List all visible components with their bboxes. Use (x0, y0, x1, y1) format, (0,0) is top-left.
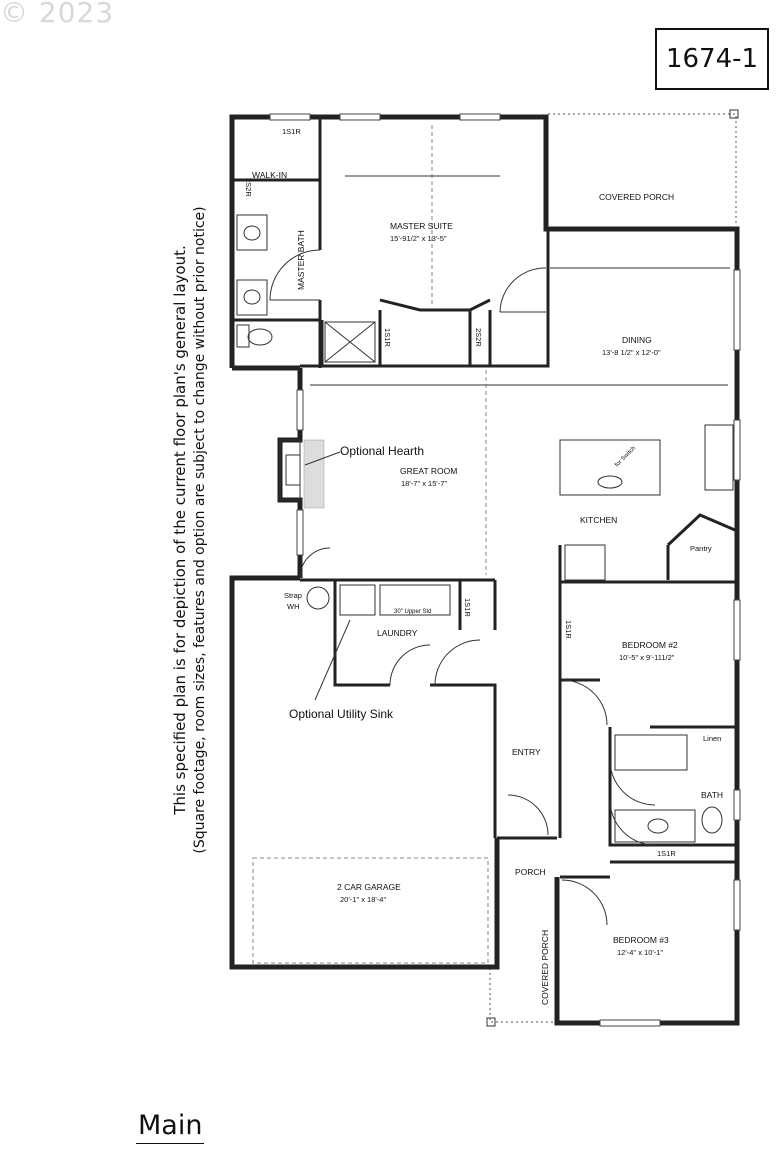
great-room-size: 18'-7" x 15'-7" (401, 479, 448, 488)
bedroom2-label: BEDROOM #2 (622, 640, 678, 650)
pantry-label: Pantry (690, 544, 712, 553)
master-suite-label: MASTER SUITE (390, 221, 453, 231)
fixtures (237, 215, 733, 842)
level-name: Main (136, 1111, 204, 1144)
strap-label: Strap (284, 591, 302, 600)
walkin-side-tag: 2S2R (244, 178, 253, 197)
bed2-closet-tag: 1S1R (564, 620, 573, 639)
entry-label: ENTRY (512, 747, 541, 757)
exterior-walls (232, 117, 737, 1023)
dimension-lines (253, 125, 730, 963)
covered-porch-front-label: COVERED PORCH (540, 929, 550, 1005)
dining-size: 13'-8 1/2" x 12'-0" (602, 348, 661, 357)
garage-size: 20'-1" x 18'-4" (340, 895, 387, 904)
wh-label: WH (287, 602, 300, 611)
upper-cabinet-note: 30" Upper Std (394, 609, 432, 615)
master-suite-size: 15'-91/2" x 13'-5" (390, 234, 447, 243)
garage-label: 2 CAR GARAGE (337, 882, 401, 892)
kitchen-label: KITCHEN (580, 515, 618, 525)
covered-porch-rear-outline (548, 110, 738, 226)
porch-label: PORCH (515, 867, 546, 877)
room-labels (244, 127, 723, 1005)
copyright-watermark: © 2023 (0, 0, 115, 29)
walkin-closet-tag: 1S1R (282, 127, 301, 136)
disclaimer-line2: (Square footage, room sizes, features and option are subject to change without prior notice) (192, 206, 208, 854)
hearth-callout: Optional Hearth (340, 444, 425, 458)
door-swings (270, 250, 655, 925)
covered-porch-rear-label: COVERED PORCH (599, 192, 675, 202)
master-bath-label: MASTER BATH (296, 230, 306, 290)
bedroom2-size: 10'-5" x 9'-111/2" (619, 653, 675, 662)
utility-sink-callout: Optional Utility Sink (289, 707, 394, 721)
laundry-closet-tag: 1S1R (463, 598, 472, 617)
disclaimer-line1: This specified plan is for depiction of the current floor plan's general layout. (171, 245, 189, 815)
switch-note: for Switch (614, 445, 638, 469)
bedroom3-size: 12'-4" x 10'-1" (617, 948, 664, 957)
master-closet-a-tag: 1S1R (383, 328, 392, 347)
great-room-label: GREAT ROOM (400, 466, 458, 476)
walkin-label: WALK-IN (252, 170, 288, 180)
plan-id-box: 1674-1 (655, 28, 769, 90)
bath-label: BATH (701, 790, 724, 800)
linen-label: Linen (703, 734, 722, 743)
dining-label: DINING (622, 335, 652, 345)
bed3-closet-tag: 1S1R (657, 849, 676, 858)
bedroom3-label: BEDROOM #3 (613, 935, 669, 945)
master-closet-b-tag: 2S2R (474, 328, 483, 347)
laundry-label: LAUNDRY (377, 628, 418, 638)
